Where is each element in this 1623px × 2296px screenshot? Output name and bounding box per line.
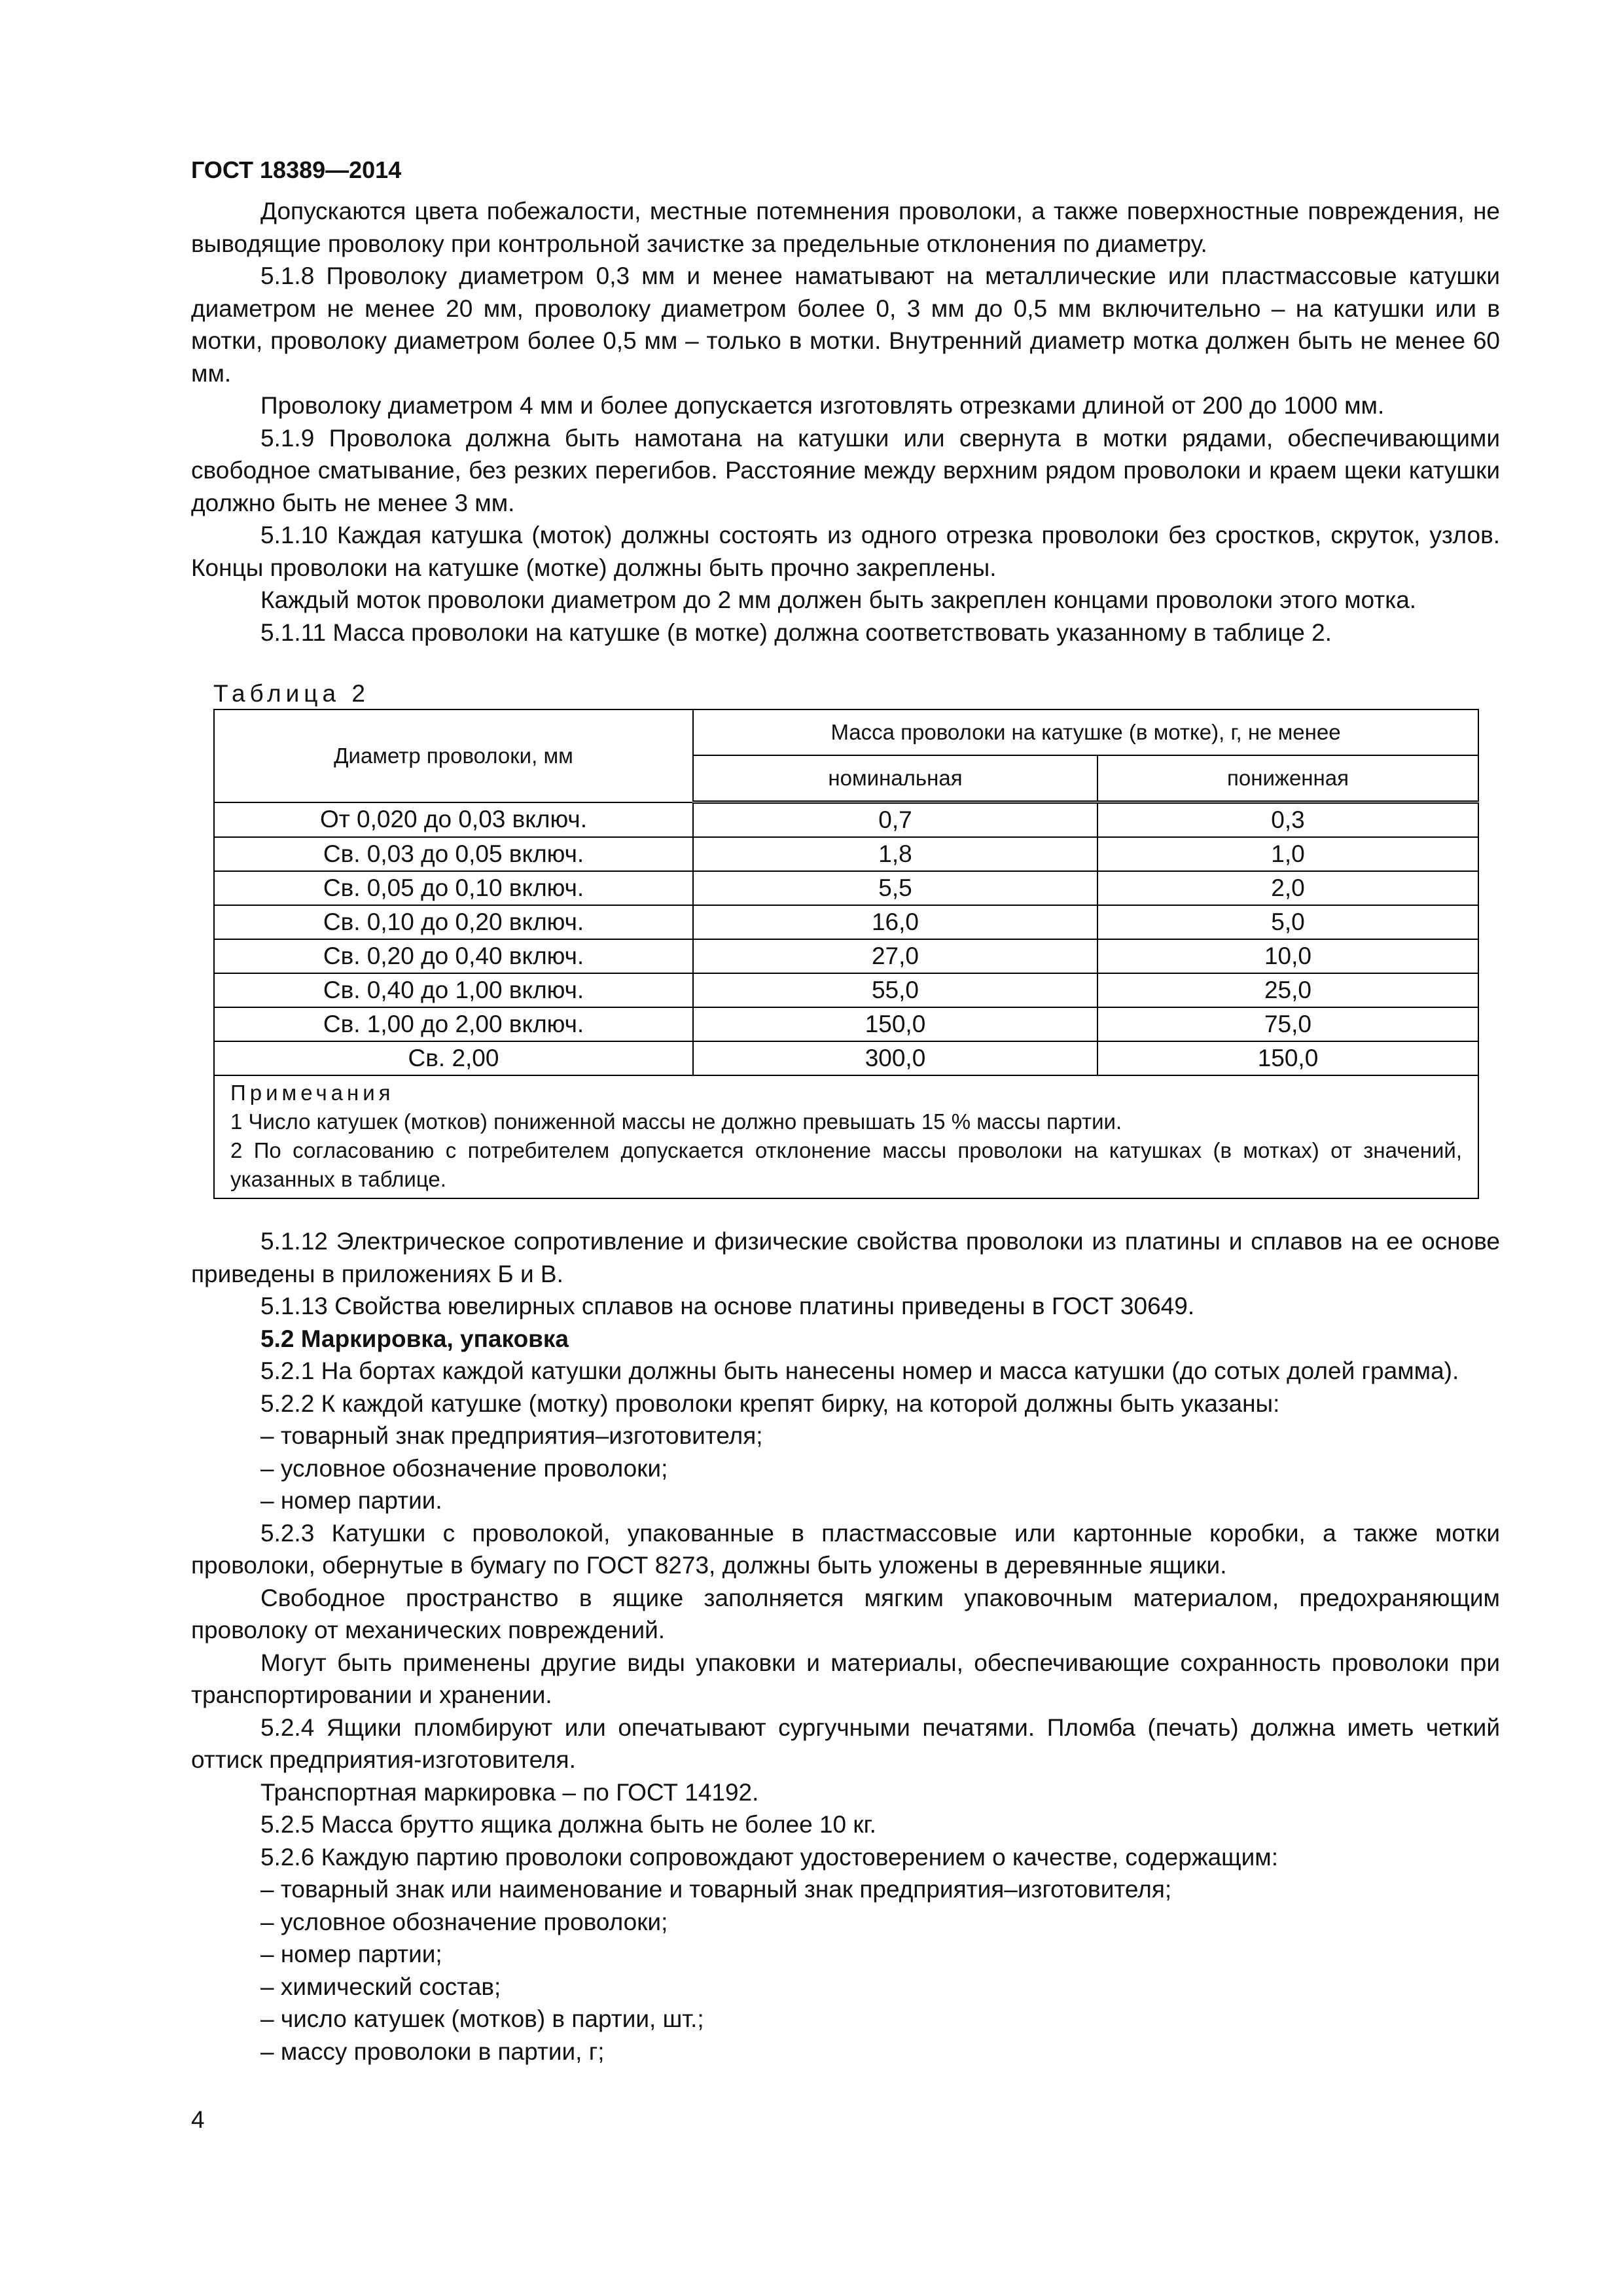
table-row [214, 837, 1478, 871]
list-item: – товарный знак или наименование и товарный знак предприятия–изготовителя; [260, 1876, 1172, 1903]
table-caption: Таблица 2 [213, 680, 370, 707]
paragraph: 5.2.6 Каждую партию проволоки сопровождают удостоверением о качестве, содержащим: [260, 1843, 1278, 1871]
cell-reduced: 5,0 [1097, 905, 1478, 939]
table-row [214, 1041, 1478, 1075]
body-text-lower [191, 1225, 1500, 2068]
cell-diameter: Св. 1,00 до 2,00 включ. [214, 1007, 693, 1041]
cell-reduced: 25,0 [1097, 973, 1478, 1007]
document-page [191, 154, 1500, 2068]
page-number: 4 [191, 2106, 205, 2133]
header-nominal: номинальная [693, 755, 1097, 802]
cell-nominal: 55,0 [693, 973, 1097, 1007]
list-item: – номер партии; [260, 1941, 442, 1967]
cell-reduced: 0,3 [1097, 802, 1478, 838]
paragraph: 5.2.4 Ящики пломбируют или опечатывают сургучными печатями. Пломба (печать) должна иметь четкий оттиск предприятия-изготовителя. [191, 1713, 1500, 1773]
cell-reduced: 2,0 [1097, 871, 1478, 905]
body-text [191, 195, 1500, 649]
paragraph: 5.2.5 Масса брутто ящика должна быть не более 10 кг. [260, 1811, 876, 1838]
paragraph: 5.2.1 На бортах каждой катушки должны быть нанесены номер и масса катушки (до сотых долей грамма). [260, 1357, 1459, 1384]
cell-reduced: 75,0 [1097, 1007, 1478, 1041]
cell-diameter: Св. 0,20 до 0,40 включ. [214, 939, 693, 973]
list-item: – условное обозначение проволоки; [260, 1908, 668, 1935]
paragraph: Допускаются цвета побежалости, местные потемнения проволоки, а также поверхностные повреждения, не выводящие проволоку при контрольной зачистке за предельные отклонения по диаметру. [191, 198, 1500, 257]
header-reduced: пониженная [1097, 755, 1478, 802]
cell-reduced: 150,0 [1097, 1041, 1478, 1075]
cell-reduced: 1,0 [1097, 837, 1478, 871]
notes-title: Примечания [230, 1081, 395, 1105]
standard-header: ГОСТ 18389—2014 [191, 156, 402, 183]
cell-nominal: 5,5 [693, 871, 1097, 905]
list-item: – число катушек (мотков) в партии, шт.; [260, 2005, 704, 2032]
note-item: 2 По согласованию с потребителем допускается отклонение массы проволоки на катушках (в мотках) от значений, указанных в таблице. [230, 1138, 1462, 1191]
paragraph: 5.1.8 Проволоку диаметром 0,3 мм и менее наматывают на металлические или пластмассовые катушки диаметром не менее 20 мм, проволоку диаметром более 0, 3 мм до 0,5 мм включительно – на катушки или в мотки, проволоку диаметром более 0,5 мм – только в мотки. Внутренний диаметр мотка должен быть не менее 60 мм. [191, 262, 1500, 387]
paragraph: 5.2.3 Катушки с проволокой, упакованные в пластмассовые или картонные коробки, а также мотки проволоки, обернутые в бумагу по ГОСТ 8273, должны быть уложены в деревянные ящики. [191, 1519, 1500, 1579]
cell-diameter: Св. 2,00 [214, 1041, 693, 1075]
paragraph: Транспортная маркировка – по ГОСТ 14192. [260, 1778, 759, 1806]
list-item: – номер партии. [260, 1487, 442, 1514]
table-row [214, 1007, 1478, 1041]
list-item: – товарный знак предприятия–изготовителя; [260, 1422, 763, 1449]
paragraph: 5.1.13 Свойства ювелирных сплавов на основе платины приведены в ГОСТ 30649. [260, 1293, 1195, 1319]
cell-nominal: 300,0 [693, 1041, 1097, 1075]
paragraph: 5.1.9 Проволока должна быть намотана на катушки или свернута в мотки рядами, обеспечивающими свободное сматывание, без резких перегибов. Расстояние между верхним рядом проволоки и краем щеки катушки должно быть не менее 3 мм. [191, 424, 1500, 516]
table-row [214, 973, 1478, 1007]
table-row [214, 802, 1478, 838]
paragraph: Проволоку диаметром 4 мм и более допускается изготовлять отрезками длиной от 200 до 1000 мм. [260, 392, 1385, 419]
cell-diameter: От 0,020 до 0,03 включ. [214, 802, 693, 838]
paragraph: Свободное пространство в ящике заполняется мягким упаковочным материалом, предохраняющим проволоку от механических повреждений. [191, 1584, 1500, 1643]
list-item: – химический состав; [260, 1973, 501, 2000]
paragraph: Каждый моток проволоки диаметром до 2 мм должен быть закреплен концами проволоки этого мотка. [260, 586, 1417, 613]
table-notes [214, 1075, 1478, 1198]
list-item: – массу проволоки в партии, г; [260, 2037, 605, 2065]
cell-diameter: Св. 0,40 до 1,00 включ. [214, 973, 693, 1007]
section-heading: 5.2 Маркировка, упаковка [260, 1325, 569, 1352]
cell-nominal: 16,0 [693, 905, 1097, 939]
table-row [214, 871, 1478, 905]
paragraph: Могут быть применены другие виды упаковки и материалы, обеспечивающие сохранность проволоки при транспортировании и хранении. [191, 1649, 1500, 1708]
list-item: – условное обозначение проволоки; [260, 1454, 668, 1482]
header-mass: Масса проволоки на катушке (в мотке), г, не менее [693, 709, 1478, 755]
cell-nominal: 27,0 [693, 939, 1097, 973]
table-row [214, 905, 1478, 939]
paragraph: 5.1.11 Масса проволоки на катушке (в мотке) должна соответствовать указанному в таблице 2. [260, 619, 1332, 646]
note-item: 1 Число катушек (мотков) пониженной массы не должно превышать 15 % массы партии. [230, 1109, 1122, 1134]
table-row [214, 939, 1478, 973]
paragraph: 5.1.12 Электрическое сопротивление и физические свойства проволоки из платины и сплавов на ее основе приведены в приложениях Б и В. [191, 1228, 1500, 1287]
header-diameter: Диаметр проволоки, мм [214, 709, 693, 802]
cell-nominal: 150,0 [693, 1007, 1097, 1041]
table-notes-row [214, 1075, 1478, 1198]
cell-nominal: 0,7 [693, 802, 1097, 838]
cell-reduced: 10,0 [1097, 939, 1478, 973]
paragraph: 5.1.10 Каждая катушка (моток) должны состоять из одного отрезка проволоки без сростков, скруток, узлов. Концы проволоки на катушке (мотке) должны быть прочно закреплены. [191, 522, 1500, 581]
cell-diameter: Св. 0,03 до 0,05 включ. [214, 837, 693, 871]
cell-diameter: Св. 0,10 до 0,20 включ. [214, 905, 693, 939]
paragraph: 5.2.2 К каждой катушке (мотку) проволоки крепят бирку, на которой должны быть указаны: [260, 1390, 1280, 1417]
wire-mass-table [213, 709, 1479, 1199]
cell-diameter: Св. 0,05 до 0,10 включ. [214, 871, 693, 905]
cell-nominal: 1,8 [693, 837, 1097, 871]
